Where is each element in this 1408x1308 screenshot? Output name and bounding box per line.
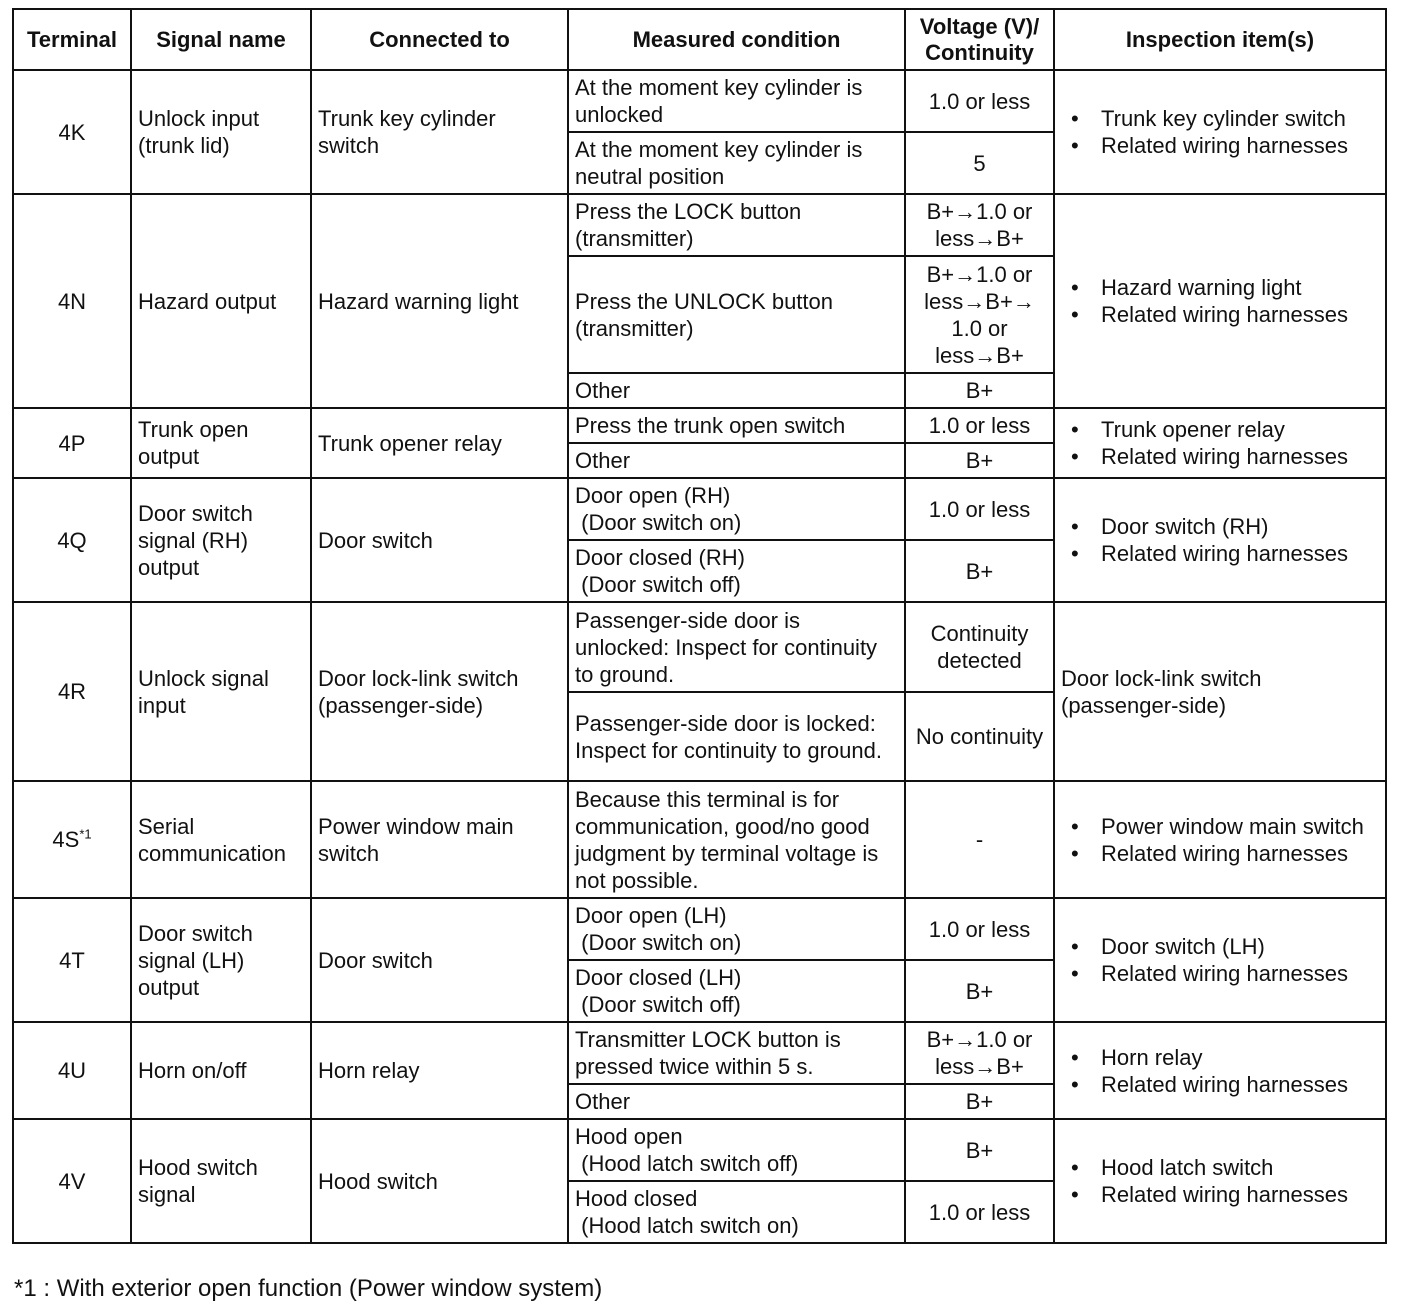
voltage-cell: B+: [905, 960, 1054, 1022]
connected-to-cell: Door switch: [311, 478, 568, 602]
table-row: [13, 70, 1386, 132]
footnote: *1 : With exterior open function (Power window system): [14, 1275, 603, 1302]
list-item: • Related wiring harnesses: [1101, 301, 1379, 328]
condition-cell: Press the UNLOCK button (transmitter): [568, 256, 905, 373]
condition-cell: Other: [568, 1084, 905, 1119]
terminal-cell: 4T: [13, 898, 131, 1022]
voltage-cell: B+→1.0 or less→B+: [905, 1022, 1054, 1084]
table-row: [13, 898, 1386, 960]
table-row: [13, 408, 1386, 443]
list-item: • Related wiring harnesses: [1101, 1071, 1379, 1098]
table-row: [13, 1022, 1386, 1084]
condition-cell: Passenger-side door is unlocked: Inspect for continuity to ground.: [568, 602, 905, 692]
voltage-cell: -: [905, 781, 1054, 898]
list-item: • Related wiring harnesses: [1101, 443, 1379, 470]
table-row: [13, 478, 1386, 540]
condition-cell: Door closed (RH) (Door switch off): [568, 540, 905, 602]
voltage-cell: B+: [905, 443, 1054, 478]
header-row: [13, 9, 1386, 70]
inspection-cell: [1054, 781, 1386, 898]
header-signal-name: Signal name: [131, 9, 311, 70]
terminal-cell: 4U: [13, 1022, 131, 1119]
header-measured-condition: Measured condition: [568, 9, 905, 70]
list-item: • Horn relay: [1101, 1044, 1379, 1071]
condition-cell: Press the LOCK button (transmitter): [568, 194, 905, 256]
list-item: • Door switch (RH): [1101, 513, 1379, 540]
voltage-cell: B+→1.0 or less→B+: [905, 194, 1054, 256]
terminal-cell: 4V: [13, 1119, 131, 1243]
connected-to-cell: Horn relay: [311, 1022, 568, 1119]
list-item: • Door switch (LH): [1101, 933, 1379, 960]
inspection-cell: [1054, 1022, 1386, 1119]
list-item: • Hazard warning light: [1101, 274, 1379, 301]
connected-to-cell: Trunk opener relay: [311, 408, 568, 478]
signal-name-cell: Hazard output: [131, 194, 311, 408]
inspection-cell: [1054, 478, 1386, 602]
inspection-cell: Door lock-link switch (passenger-side): [1054, 602, 1386, 781]
terminal-cell: $4S^{*1}$: [13, 781, 131, 898]
condition-cell: Other: [568, 443, 905, 478]
signal-name-cell: Unlock signal input: [131, 602, 311, 781]
signal-name-cell: Door switch signal (LH) output: [131, 898, 311, 1022]
voltage-cell: 1.0 or less: [905, 898, 1054, 960]
voltage-cell: 1.0 or less: [905, 478, 1054, 540]
terminal-cell: 4N: [13, 194, 131, 408]
voltage-cell: B+→1.0 or less→B+→ 1.0 or less→B+: [905, 256, 1054, 373]
connected-to-cell: Door lock-link switch (passenger-side): [311, 602, 568, 781]
signal-name-cell: Hood switch signal: [131, 1119, 311, 1243]
voltage-cell: B+: [905, 540, 1054, 602]
table-row: [13, 781, 1386, 898]
signal-name-cell: Door switch signal (RH) output: [131, 478, 311, 602]
header-connected-to: Connected to: [311, 9, 568, 70]
connected-to-cell: Hazard warning light: [311, 194, 568, 408]
signal-name-cell: Unlock input (trunk lid): [131, 70, 311, 194]
condition-cell: Because this terminal is for communication, good/no good judgment by terminal voltage is not possible.: [568, 781, 905, 898]
signal-name-cell: Serial communication: [131, 781, 311, 898]
condition-cell: At the moment key cylinder is neutral position: [568, 132, 905, 194]
inspection-cell: [1054, 1119, 1386, 1243]
voltage-cell: 1.0 or less: [905, 408, 1054, 443]
signal-name-cell: Horn on/off: [131, 1022, 311, 1119]
header-voltage-continuity: Voltage (V)/ Continuity: [905, 9, 1054, 70]
list-item: • Related wiring harnesses: [1101, 960, 1379, 987]
table-row: [13, 1119, 1386, 1181]
voltage-cell: 5: [905, 132, 1054, 194]
terminal-cell: 4P: [13, 408, 131, 478]
condition-cell: Door open (RH) (Door switch on): [568, 478, 905, 540]
connected-to-cell: Trunk key cylinder switch: [311, 70, 568, 194]
list-item: • Trunk key cylinder switch: [1101, 105, 1379, 132]
list-item: • Power window main switch: [1101, 813, 1379, 840]
terminal-cell: 4K: [13, 70, 131, 194]
table-row: [13, 602, 1386, 692]
inspection-cell: [1054, 194, 1386, 408]
condition-cell: At the moment key cylinder is unlocked: [568, 70, 905, 132]
terminal-spec-table: [12, 8, 1387, 1244]
header-inspection-items: Inspection item(s): [1054, 9, 1386, 70]
condition-cell: Other: [568, 373, 905, 408]
list-item: • Related wiring harnesses: [1101, 840, 1379, 867]
list-item: • Related wiring harnesses: [1101, 1181, 1379, 1208]
header-terminal: Terminal: [13, 9, 131, 70]
voltage-cell: 1.0 or less: [905, 1181, 1054, 1243]
voltage-cell: No continuity: [905, 692, 1054, 781]
list-item: • Related wiring harnesses: [1101, 132, 1379, 159]
terminal-cell: 4Q: [13, 478, 131, 602]
connected-to-cell: Hood switch: [311, 1119, 568, 1243]
condition-cell: Transmitter LOCK button is pressed twice within 5 s.: [568, 1022, 905, 1084]
connected-to-cell: Power window main switch: [311, 781, 568, 898]
terminal-cell: 4R: [13, 602, 131, 781]
list-item: • Trunk opener relay: [1101, 416, 1379, 443]
condition-cell: Passenger-side door is locked: Inspect for continuity to ground.: [568, 692, 905, 781]
signal-name-cell: Trunk open output: [131, 408, 311, 478]
list-item: • Hood latch switch: [1101, 1154, 1379, 1181]
condition-cell: Hood open (Hood latch switch off): [568, 1119, 905, 1181]
inspection-cell: [1054, 898, 1386, 1022]
condition-cell: Press the trunk open switch: [568, 408, 905, 443]
condition-cell: Hood closed (Hood latch switch on): [568, 1181, 905, 1243]
voltage-cell: B+: [905, 373, 1054, 408]
inspection-cell: [1054, 408, 1386, 478]
voltage-cell: Continuity detected: [905, 602, 1054, 692]
voltage-cell: B+: [905, 1119, 1054, 1181]
list-item: • Related wiring harnesses: [1101, 540, 1379, 567]
table-row: [13, 194, 1386, 256]
voltage-cell: 1.0 or less: [905, 70, 1054, 132]
connected-to-cell: Door switch: [311, 898, 568, 1022]
inspection-cell: [1054, 70, 1386, 194]
condition-cell: Door closed (LH) (Door switch off): [568, 960, 905, 1022]
condition-cell: Door open (LH) (Door switch on): [568, 898, 905, 960]
voltage-cell: B+: [905, 1084, 1054, 1119]
